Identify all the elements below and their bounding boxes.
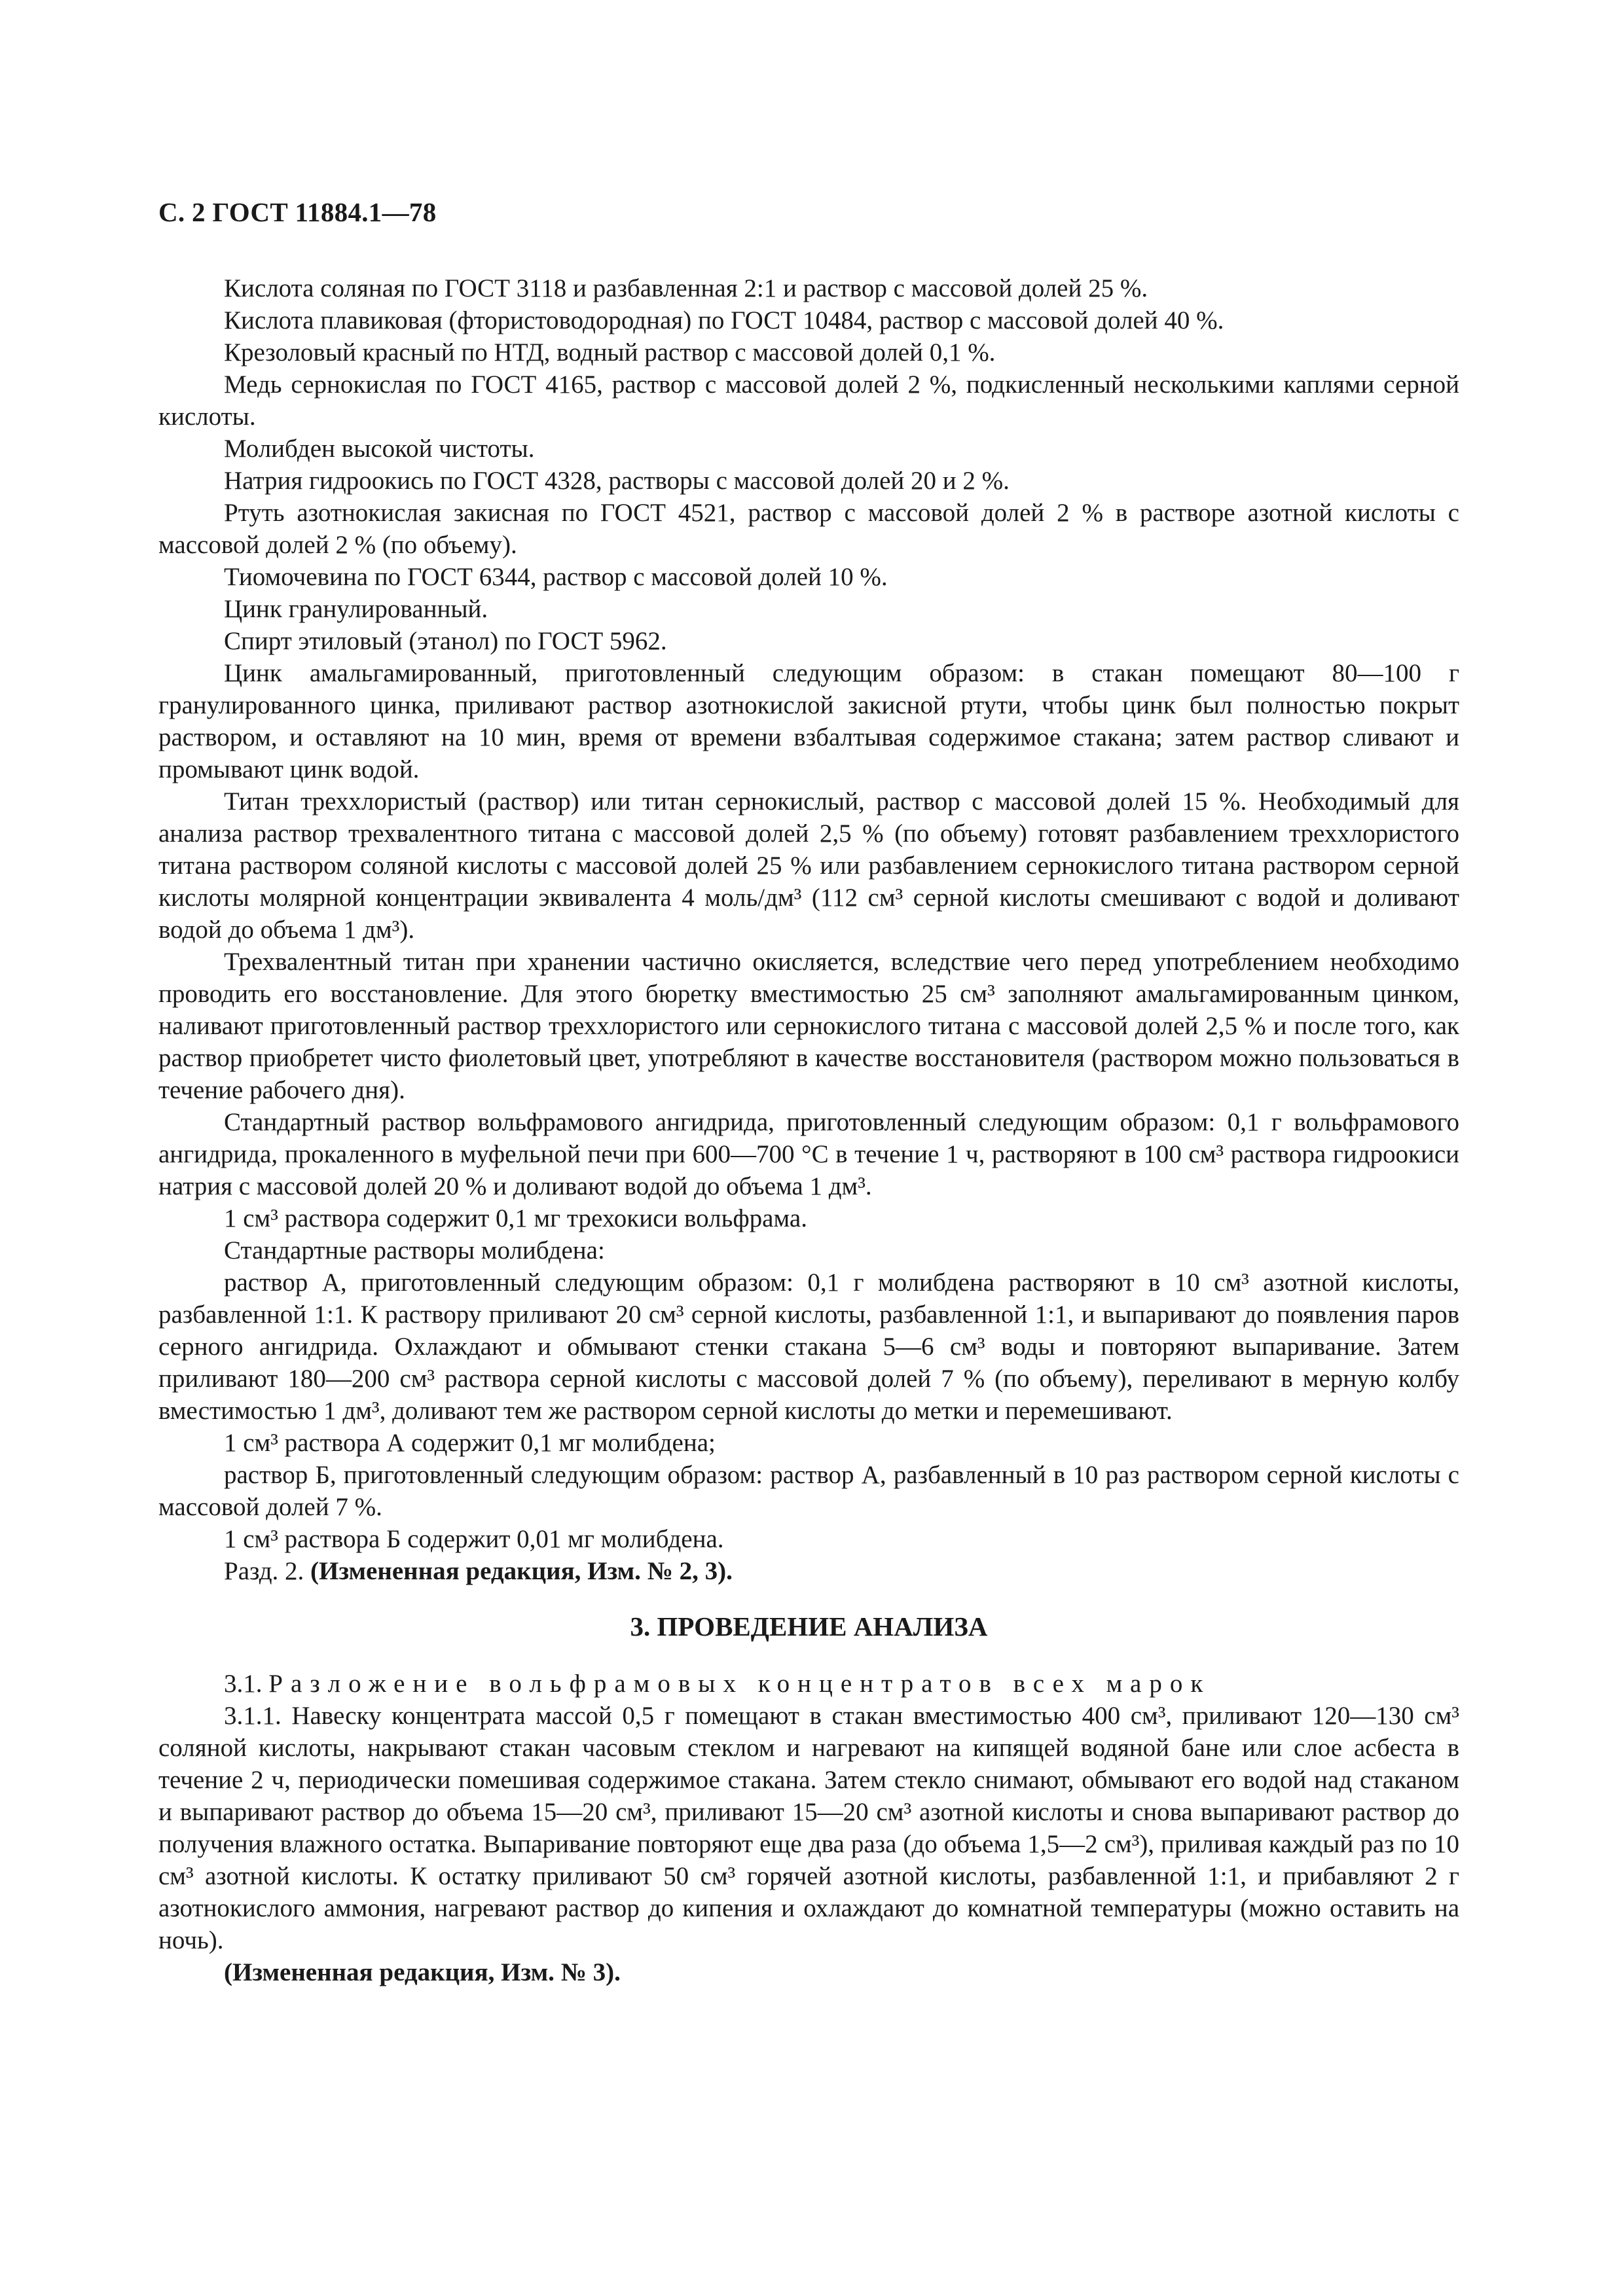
- reagent-list: [158, 272, 1459, 1555]
- paragraph-3-1-1: 3.1.1. Навеску концентрата массой 0,5 г помещают в стакан вместимостью 400 см³, приливают 120—130 см³ соляной кислоты, накрывают стакан часовым стеклом и нагревают на кипящей водяной бане или слое асбеста в течение 2 ч, периодически помешивая содержимое стакана. Затем стекло снимают, обмывают его водой над стаканом и выпаривают раствор до объема 15—20 см³, приливают 15—20 см³ азотной кислоты и снова выпаривают раствор до получения влажного остатка. Выпаривание повторяют еще два раза (до объема 1,5—2 см³), приливая каждый раз по 10 см³ азотной кислоты. К остатку приливают 50 см³ горячей азотной кислоты, разбавленной 1:1, и прибавляют 2 г азотнокислого аммония, нагревают раствор до кипения и охлаждают до комнатной температуры (можно оставить на ночь).: [158, 1702, 1459, 1954]
- paragraph: Кислота плавиковая (фтористоводородная) по ГОСТ 10484, раствор с массовой долей 40 %.: [224, 306, 1224, 334]
- paragraph: 1 см³ раствора А содержит 0,1 мг молибдена;: [224, 1429, 716, 1457]
- amendment-final-text: (Измененная редакция, Изм. № 3).: [224, 1958, 621, 1986]
- paragraph: 1 см³ раствора содержит 0,1 мг трехокиси вольфрама.: [224, 1204, 807, 1232]
- paragraph: Ртуть азотнокислая закисная по ГОСТ 4521, раствор с массовой долей 2 % в растворе азотной кислоты с массовой долей 2 % (по объему).: [158, 499, 1459, 559]
- paragraph: Стандартные растворы молибдена:: [224, 1236, 605, 1265]
- subsection-heading: [158, 1668, 1459, 1700]
- amendment-prefix: Разд. 2.: [224, 1557, 311, 1585]
- section-title: 3. ПРОВЕДЕНИЕ АНАЛИЗА: [630, 1611, 988, 1641]
- paragraph: Крезоловый красный по НТД, водный раствор с массовой долей 0,1 %.: [224, 338, 996, 367]
- paragraph: Спирт этиловый (этанол) по ГОСТ 5962.: [224, 627, 667, 655]
- paragraph: раствор А, приготовленный следующим образом: 0,1 г молибдена растворяют в 10 см³ азотной кислоты, разбавленной 1:1. К раствору приливают 20 см³ серной кислоты, разбавленной 1:1, и выпаривают до появления паров серного ангидрида. Охлаждают и обмывают стенки стакана 5—6 см³ воды и повторяют выпаривание. Затем приливают 180—200 см³ раствора серной кислоты с массовой долей 7 % (по объему), переливают в мерную колбу вместимостью 1 дм³, доливают тем же раствором серной кислоты до метки и перемешивают.: [158, 1268, 1459, 1425]
- paragraph: Цинк амальгамированный, приготовленный следующим образом: в стакан помещают 80—100 г гранулированного цинка, приливают раствор азотнокислой закисной ртути, чтобы цинк был полностью покрыт раствором, и оставляют на 10 мин, время от времени взбалтывая содержимое стакана; затем раствор сливают и промывают цинк водой.: [158, 659, 1459, 783]
- paragraph: раствор Б, приготовленный следующим образом: раствор А, разбавленный в 10 раз раствором серной кислоты с массовой долей 7 %.: [158, 1461, 1459, 1521]
- paragraph: Стандартный раствор вольфрамового ангидрида, приготовленный следующим образом: 0,1 г вольфрамового ангидрида, прокаленного в муфельной печи при 600—700 °С в течение 1 ч, растворяют в 100 см³ раствора гидроокиси натрия с массовой долей 20 % и доливают водой до объема 1 дм³.: [158, 1108, 1459, 1200]
- paragraph: 1 см³ раствора Б содержит 0,01 мг молибдена.: [224, 1525, 724, 1553]
- subsection-title: Разложение вольфрамовых концентратов всех марок: [268, 1670, 1211, 1698]
- paragraph: Молибден высокой чистоты.: [224, 435, 535, 463]
- paragraph: Цинк гранулированный.: [224, 595, 488, 623]
- paragraph: Тиомочевина по ГОСТ 6344, раствор с массовой долей 10 %.: [224, 563, 888, 591]
- page-header: С. 2 ГОСТ 11884.1—78: [158, 197, 437, 227]
- paragraph: Титан треххлористый (раствор) или титан сернокислый, раствор с массовой долей 15 %. Необходимый для анализа раствор трехвалентного титана с массовой долей 2,5 % (по объему) готовят разбавлением треххлористого титана раствором соляной кислоты с массовой долей 25 % или разбавлением сернокислого титана раствором серной кислоты молярной концентрации эквивалента 4 моль/дм³ (112 см³ серной кислоты смешивают с водой и доливают водой до объема 1 дм³).: [158, 787, 1459, 944]
- subsection-number: 3.1.: [224, 1670, 269, 1698]
- amendment-text: (Измененная редакция, Изм. № 2, 3).: [310, 1557, 733, 1585]
- paragraph: Кислота соляная по ГОСТ 3118 и разбавленная 2:1 и раствор с массовой долей 25 %.: [224, 274, 1148, 302]
- document-body: [158, 272, 1459, 1988]
- amendment-note-final: [158, 1956, 1459, 1988]
- paragraph: Трехвалентный титан при хранении частично окисляется, вследствие чего перед употреблением необходимо проводить его восстановление. Для этого бюретку вместимостью 25 см³ заполняют амальгамированным цинком, наливают приготовленный раствор треххлористого или сернокислого титана с массовой долей 2,5 % и после того, как раствор приобретет чисто фиолетовый цвет, употребляют в качестве восстановителя (раствором можно пользоваться в течение рабочего дня).: [158, 948, 1459, 1104]
- amendment-note: [158, 1555, 1459, 1587]
- paragraph: Медь сернокислая по ГОСТ 4165, раствор с массовой долей 2 %, подкисленный несколькими каплями серной кислоты.: [158, 370, 1459, 431]
- paragraph: Натрия гидроокись по ГОСТ 4328, растворы с массовой долей 20 и 2 %.: [224, 467, 1010, 495]
